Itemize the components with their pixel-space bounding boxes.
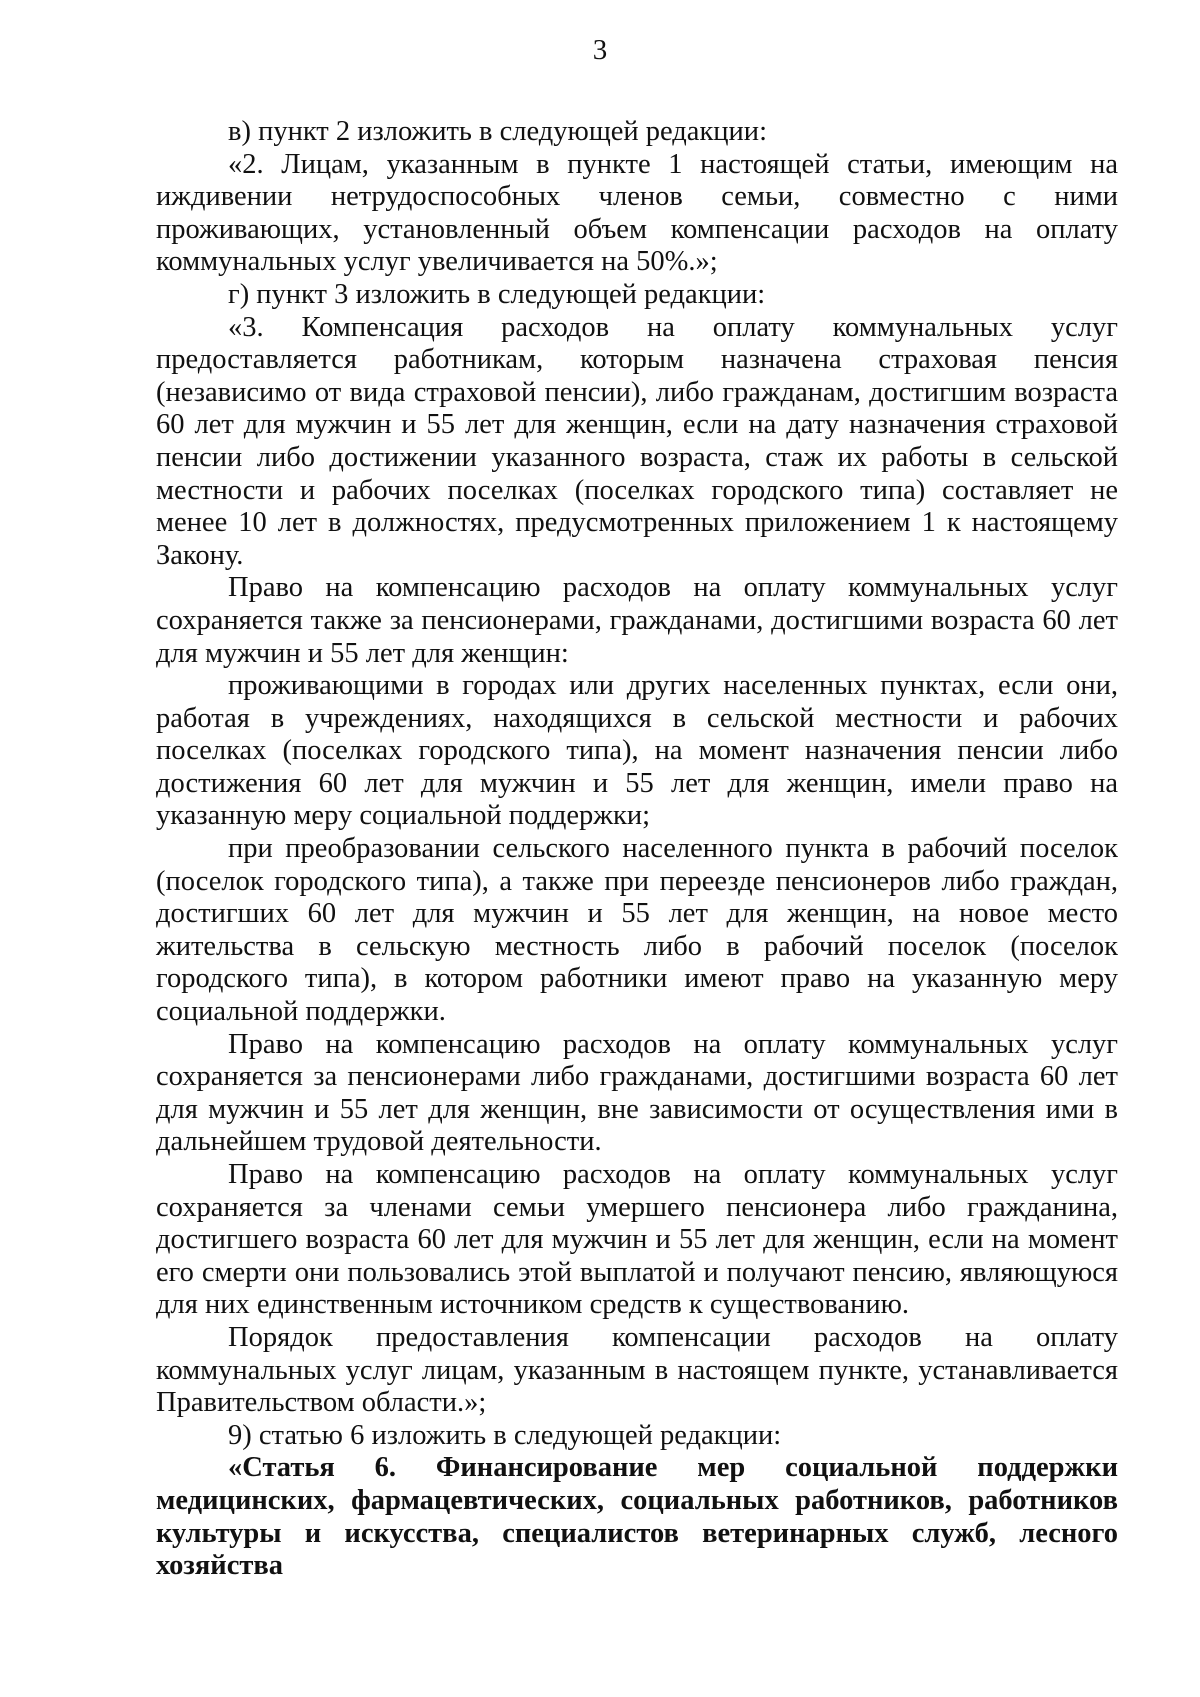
paragraph: Право на компенсацию расходов на оплату коммунальных услуг сохраняется за членами семьи умершего пенсионера либо гражданина, достигшего возраста 60 лет для мужчин и 55 лет для женщин, если на момент его смерти они пользовались этой выплатой и получают пенсию, являющуюся для них единственным источником средств к существованию. [156,1159,1118,1321]
article-heading: «Статья 6. Финансирование мер социальной поддержки медицинских, фармацевтических, социальных работников, работников культуры и искусства, специалистов ветеринарных служб, лесного хозяйства [156,1452,1118,1582]
paragraph: в) пункт 2 изложить в следующей редакции: [228,116,767,147]
paragraph: Порядок предоставления компенсации расходов на оплату коммунальных услуг лицам, указанным в настоящем пункте, устанавливается Правительством области.»; [156,1321,1118,1419]
paragraph: Право на компенсацию расходов на оплату коммунальных услуг сохраняется за пенсионерами либо гражданами, достигшими возраста 60 лет для мужчин и 55 лет для женщин, вне зависимости от осуществления ими в дальнейшем трудовой деятельности. [156,1028,1118,1158]
paragraph: «2. Лицам, указанным в пункте 1 настоящей статьи, имеющим на иждивении нетрудоспособных членов семьи, совместно с ними проживающих, установленный объем компенсации расходов на оплату коммунальных услуг увеличивается на 50%.»; [156,148,1118,278]
page-number: 3 [592,34,608,66]
paragraph: 9) статью 6 изложить в следующей редакции: [228,1419,782,1451]
document-body [156,116,1118,1583]
paragraph: г) пункт 3 изложить в следующей редакции: [228,278,766,310]
paragraph: при преобразовании сельского населенного пункта в рабочий поселок (поселок городского типа), а также при переезде пенсионеров либо граждан, достигших 60 лет для мужчин и 55 лет для женщин, на новое место жительства в сельскую местность либо в рабочий поселок (поселок городского типа), в котором работники имеют право на указанную меру социальной поддержки. [156,833,1118,1028]
paragraph: проживающими в городах или других населенных пунктах, если они, работая в учреждениях, находящихся в сельской местности и рабочих поселках (поселках городского типа), на момент назначения пенсии либо достижения 60 лет для мужчин и 55 лет для женщин, имели право на указанную меру социальной поддержки; [156,670,1118,832]
paragraph: Право на компенсацию расходов на оплату коммунальных услуг сохраняется также за пенсионерами, гражданами, достигшими возраста 60 лет для мужчин и 55 лет для женщин: [156,572,1118,669]
paragraph: «3. Компенсация расходов на оплату коммунальных услуг предоставляется работникам, которым назначена страховая пенсия (независимо от вида страховой пенсии), либо гражданам, достигшим возраста 60 лет для мужчин и 55 лет для женщин, если на дату назначения страховой пенсии либо достижении указанного возраста, стаж их работы в сельской местности и рабочих поселках (поселках городского типа) составляет не менее 10 лет в должностях, предусмотренных приложением 1 к настоящему Закону. [156,311,1118,571]
